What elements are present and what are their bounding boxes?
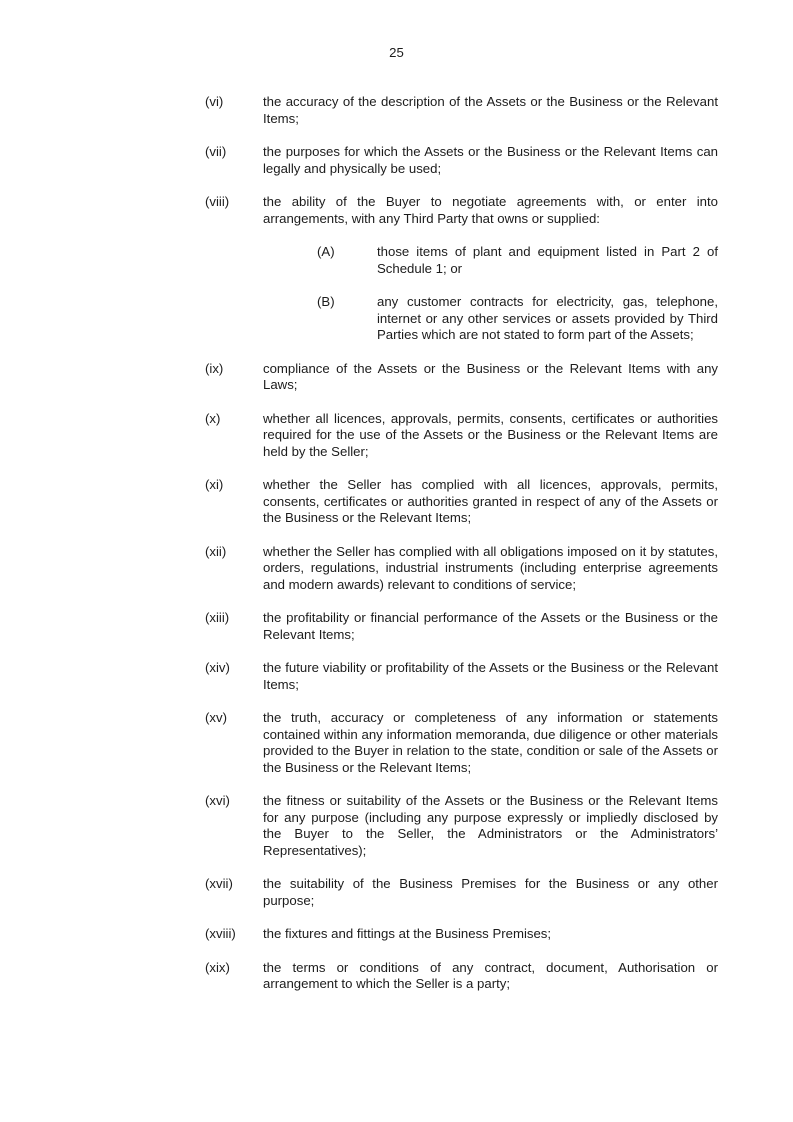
subclause-text: any customer contracts for electricity, gas, telephone, internet or any other services or assets provided by Third Parties which are not stated to form part of the Assets; <box>377 294 718 342</box>
clause-item <box>205 477 718 527</box>
clause-text: the suitability of the Business Premises for the Business or any other purpose; <box>263 876 718 908</box>
clause-item <box>205 144 718 177</box>
clause-item <box>205 710 718 776</box>
clause-label: (xvii) <box>205 876 233 891</box>
clause-text: the fixtures and fittings at the Business Premises; <box>263 926 552 941</box>
clause-text: whether all licences, approvals, permits, consents, certificates or authorities required for the use of the Assets or the Business or the Relevant Items are held by the Seller; <box>263 410 718 459</box>
clause-text: whether the Seller has complied with all obligations imposed on it by statutes, orders, regulations, industrial instruments (including enterprise agreements and modern awards) relevant to conditions of service; <box>263 543 718 592</box>
clause-item <box>205 610 718 643</box>
clause-label: (xix) <box>205 959 230 975</box>
subclause-label: (B) <box>317 294 335 309</box>
clause-label: (xviii) <box>205 926 236 941</box>
clause-text: the purposes for which the Assets or the Business or the Relevant Items can legally and physically be used; <box>263 144 718 176</box>
clause-label: (vi) <box>205 94 224 109</box>
clause-item <box>205 876 718 909</box>
page-number: 25 <box>389 45 404 60</box>
clause-label: (xiii) <box>205 610 230 625</box>
clause-label: (xii) <box>205 543 227 559</box>
clause-text: the truth, accuracy or completeness of any information or statements contained within any information memoranda, due diligence or other materials provided to the Buyer in relation to the state, condition or sale of the Assets or the Business or the Relevant Items; <box>263 710 718 775</box>
clause-label: (xv) <box>205 710 227 725</box>
clause-item <box>205 544 718 594</box>
clause-label: (xvi) <box>205 793 230 808</box>
subclause-item <box>317 294 718 344</box>
clause-text: the terms or conditions of any contract, document, Authorisation or arrangement to which the Seller is a party; <box>263 959 718 991</box>
clause-item <box>205 960 718 993</box>
clause-label: (vii) <box>205 144 227 159</box>
clause-list <box>205 94 718 1010</box>
clause-text: the profitability or financial performance of the Assets or the Business or the Relevant Items; <box>263 610 718 642</box>
clause-label: (ix) <box>205 360 224 376</box>
clause-text: the fitness or suitability of the Assets or the Business or the Relevant Items for any purpose (including any purpose expressly or impliedly disclosed by the Buyer to the Seller, the Administrators or the Administrators’ Representatives); <box>263 793 718 858</box>
subclause-label: (A) <box>317 244 335 259</box>
clause-text: whether the Seller has complied with all licences, approvals, permits, consents, certificates or authorities granted in respect of any of the Assets or the Business or the Relevant Items; <box>263 477 718 525</box>
clause-label: (xi) <box>205 477 224 492</box>
clause-text: the future viability or profitability of the Assets or the Business or the Relevant Items; <box>263 660 718 692</box>
clause-item <box>205 411 718 461</box>
subclause-item <box>317 244 718 277</box>
clause-text: the ability of the Buyer to negotiate agreements with, or enter into arrangements, with any Third Party that owns or supplied: <box>263 194 718 226</box>
clause-text: compliance of the Assets or the Business or the Relevant Items with any Laws; <box>263 360 718 392</box>
subclause-text: those items of plant and equipment listed in Part 2 of Schedule 1; or <box>377 244 718 276</box>
clause-item <box>205 94 718 127</box>
clause-label: (viii) <box>205 194 230 209</box>
clause-text: the accuracy of the description of the Assets or the Business or the Relevant Items; <box>263 94 718 126</box>
clause-label: (x) <box>205 410 221 426</box>
clause-item <box>205 660 718 693</box>
clause-item <box>205 926 718 943</box>
clause-label: (xiv) <box>205 660 230 675</box>
clause-item <box>205 793 718 859</box>
clause-item <box>205 194 718 227</box>
clause-item <box>205 361 718 394</box>
